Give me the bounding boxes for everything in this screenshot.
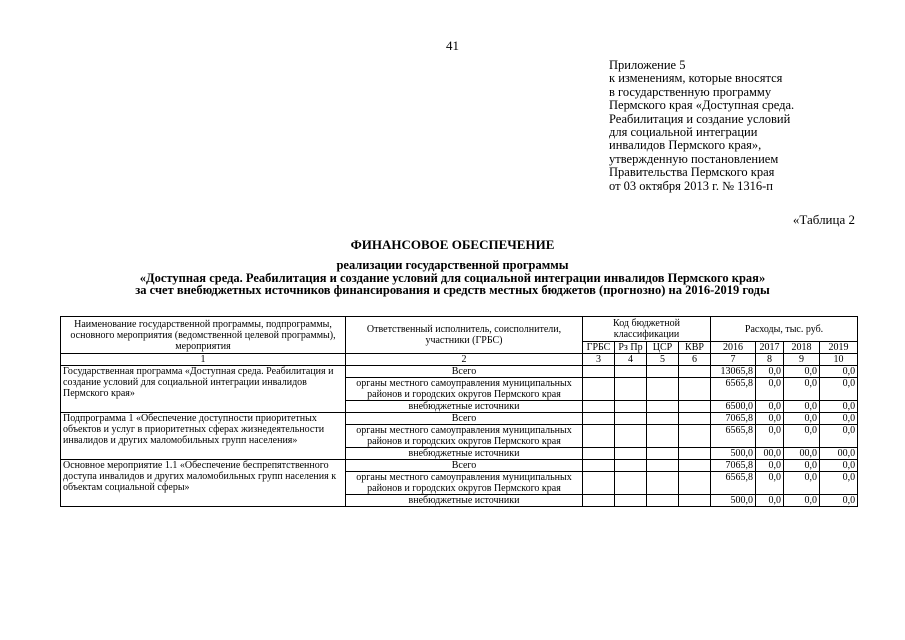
value-cell: 0,0: [756, 460, 784, 472]
header-code: ЦСР: [647, 342, 679, 354]
value-cell: 0,0: [784, 366, 820, 378]
subtitle-line: за счет внебюджетных источников финансирования и средств местных бюджетов (прогнозно) на 2016-2019 годы: [135, 283, 770, 297]
value-cell: 0,0: [784, 378, 820, 401]
header-budget-code: Код бюджетной классификации: [583, 317, 711, 342]
appendix-line: утвержденную постановлением: [609, 151, 779, 166]
header-code: ГРБС: [583, 342, 615, 354]
executor-cell: внебюджетные источники: [346, 401, 583, 413]
subtitle-line: «Доступная среда. Реабилитация и создание условий для социальной интеграции инвалидов Пермского края»: [139, 270, 766, 285]
value-cell: 0,0: [820, 495, 858, 507]
executor-cell: внебюджетные источники: [346, 495, 583, 507]
value-cell: 0,0: [784, 495, 820, 507]
header-code: Рз Пр: [615, 342, 647, 354]
executor-cell: Всего: [346, 413, 583, 425]
column-index: 8: [756, 354, 784, 366]
header-year: 2018: [784, 342, 820, 354]
value-cell: 500,0: [711, 495, 756, 507]
executor-cell: органы местного самоуправления муниципальных районов и городских округов Пермского края: [346, 472, 583, 495]
value-cell: 0,0: [756, 495, 784, 507]
value-cell: 0,0: [784, 401, 820, 413]
value-cell: 6500,0: [711, 401, 756, 413]
value-cell: 0,0: [756, 472, 784, 495]
value-cell: 0,0: [756, 413, 784, 425]
page-number: 41: [446, 38, 459, 53]
header-code: КВР: [679, 342, 711, 354]
table-row: [61, 460, 858, 472]
header-executor: Ответственный исполнитель, соисполнители, участники (ГРБС): [346, 317, 583, 354]
column-index: 7: [711, 354, 756, 366]
value-cell: 6565,8: [711, 378, 756, 401]
appendix-line: Пермского края «Доступная среда.: [609, 98, 795, 113]
value-cell: 00,0: [756, 448, 784, 460]
value-cell: 6565,8: [711, 425, 756, 448]
subtitle-line: реализации государственной программы: [336, 258, 569, 272]
column-index: 5: [647, 354, 679, 366]
value-cell: 7065,8: [711, 413, 756, 425]
header-row: [61, 317, 858, 342]
header-year: 2019: [820, 342, 858, 354]
appendix-line: для социальной интеграции: [609, 125, 758, 140]
program-name: Основное мероприятие 1.1 «Обеспечение беспрепятственного доступа инвалидов и других маломобильных групп населения к объектам социальной сферы»: [61, 460, 346, 507]
column-index: 1: [61, 354, 346, 366]
executor-cell: Всего: [346, 366, 583, 378]
header-expenses: Расходы, тыс. руб.: [711, 317, 858, 342]
value-cell: 13065,8: [711, 366, 756, 378]
appendix-line: Правительства Пермского края: [609, 165, 775, 180]
value-cell: 0,0: [784, 425, 820, 448]
value-cell: 0,0: [820, 460, 858, 472]
appendix-line: Приложение 5: [609, 58, 686, 72]
column-index: 2: [346, 354, 583, 366]
program-name: Подпрограмма 1 «Обеспечение доступности приоритетных объектов и услуг в приоритетных сферах жизнедеятельности инвалидов и других маломобильных групп населения»: [61, 413, 346, 460]
document-subtitle: [0, 259, 905, 297]
value-cell: 00,0: [784, 448, 820, 460]
value-cell: 0,0: [820, 425, 858, 448]
document-title: ФИНАНСОВОЕ ОБЕСПЕЧЕНИЕ: [350, 237, 555, 252]
value-cell: 6565,8: [711, 472, 756, 495]
value-cell: 0,0: [756, 425, 784, 448]
value-cell: 7065,8: [711, 460, 756, 472]
value-cell: 0,0: [820, 401, 858, 413]
value-cell: 0,0: [820, 413, 858, 425]
column-index: 3: [583, 354, 615, 366]
value-cell: 0,0: [784, 460, 820, 472]
value-cell: 0,0: [756, 366, 784, 378]
column-index: 6: [679, 354, 711, 366]
financing-table: [60, 316, 858, 507]
value-cell: 0,0: [820, 366, 858, 378]
value-cell: 500,0: [711, 448, 756, 460]
value-cell: 0,0: [784, 413, 820, 425]
appendix-line: инвалидов Пермского края»,: [609, 138, 762, 153]
executor-cell: внебюджетные источники: [346, 448, 583, 460]
table-label: «Таблица 2: [792, 212, 855, 227]
executor-cell: Всего: [346, 460, 583, 472]
appendix-line: Реабилитация и создание условий: [609, 111, 791, 126]
executor-cell: органы местного самоуправления муниципальных районов и городских округов Пермского края: [346, 378, 583, 401]
header-name: Наименование государственной программы, подпрограммы, основного мероприятия (ведомственной целевой программы), мероприятия: [61, 317, 346, 354]
table-row: [61, 413, 858, 425]
program-name: Государственная программа «Доступная среда. Реабилитация и создание условий для социальной интеграции инвалидов Пермского края»: [61, 366, 346, 413]
value-cell: 0,0: [820, 472, 858, 495]
table-row: [61, 366, 858, 378]
value-cell: 0,0: [756, 378, 784, 401]
column-index: 10: [820, 354, 858, 366]
column-index: 9: [784, 354, 820, 366]
value-cell: 0,0: [784, 472, 820, 495]
value-cell: 0,0: [820, 378, 858, 401]
value-cell: 00,0: [820, 448, 858, 460]
appendix-line: к изменениям, которые вносятся: [609, 71, 783, 86]
column-index: 4: [615, 354, 647, 366]
index-row: [61, 354, 858, 366]
header-year: 2017: [756, 342, 784, 354]
value-cell: 0,0: [756, 401, 784, 413]
header-year: 2016: [711, 342, 756, 354]
executor-cell: органы местного самоуправления муниципальных районов и городских округов Пермского края: [346, 425, 583, 448]
appendix-line: в государственную программу: [609, 84, 772, 99]
appendix-line: от 03 октября 2013 г. № 1316-п: [609, 178, 773, 193]
appendix-note: [609, 59, 794, 193]
